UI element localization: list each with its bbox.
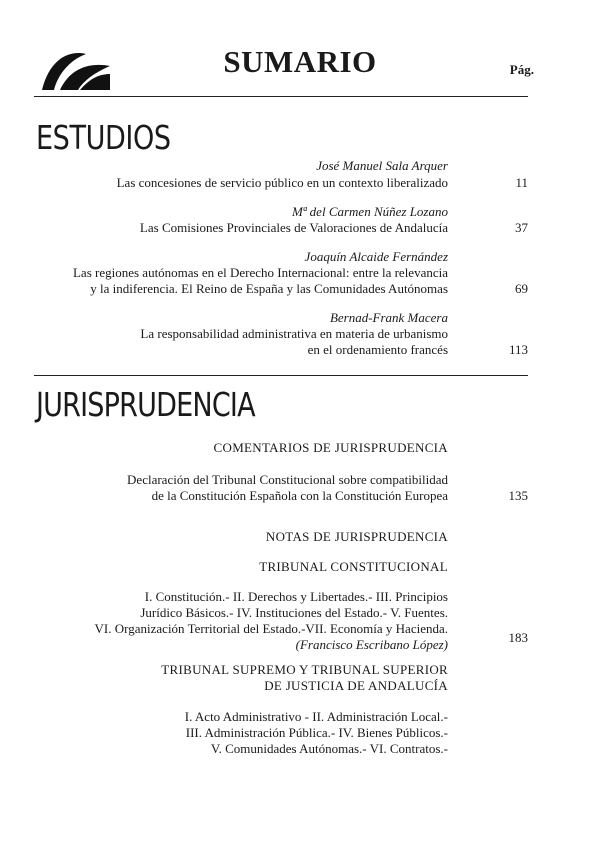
entry-page-number: 135 bbox=[508, 488, 528, 503]
entry-page-number: 11 bbox=[515, 175, 528, 190]
subsection-title: NOTAS DE JURISPRUDENCIA bbox=[265, 529, 448, 544]
entry-title: en el ordenamiento francés bbox=[307, 342, 448, 357]
entry-title: III. Administración Pública.- IV. Bienes Públicos.- bbox=[185, 725, 448, 740]
header-divider bbox=[34, 96, 528, 97]
entry-title: Las regiones autónomas en el Derecho Internacional: entre la relevancia bbox=[72, 265, 448, 280]
entry-title: de la Constitución Española con la Constitución Europea bbox=[151, 488, 448, 503]
page-title: SUMARIO bbox=[223, 44, 377, 79]
entry-title: Jurídico Básicos.- IV. Instituciones del Estado.- V. Fuentes. bbox=[140, 605, 448, 620]
entry-title: V. Comunidades Autónomas.- VI. Contratos.- bbox=[210, 741, 448, 756]
entry-author: José Manuel Sala Arquer bbox=[316, 158, 448, 173]
entry-title: I. Constitución.- II. Derechos y Libertades.- III. Principios bbox=[144, 589, 448, 604]
entry-author: Bernad-Frank Macera bbox=[329, 310, 448, 325]
subsection-title: TRIBUNAL SUPREMO Y TRIBUNAL SUPERIOR bbox=[161, 662, 448, 677]
entry-title: La responsabilidad administrativa en materia de urbanismo bbox=[140, 326, 448, 341]
entry-page-number: 37 bbox=[515, 220, 528, 235]
entry-page-number: 69 bbox=[515, 281, 528, 296]
entry-title: VI. Organización Territorial del Estado.-VII. Economía y Hacienda. bbox=[94, 621, 448, 636]
section-divider bbox=[34, 375, 528, 376]
section-heading-estudios: ESTUDIOS bbox=[36, 118, 171, 157]
entry-title: I. Acto Administrativo - II. Administración Local.- bbox=[184, 709, 448, 724]
subsection-title: TRIBUNAL CONSTITUCIONAL bbox=[259, 559, 448, 574]
entry-page-number: 183 bbox=[508, 630, 528, 645]
section-heading-jurisprudencia: JURISPRUDENCIA bbox=[36, 385, 255, 424]
entry-page-number: 113 bbox=[508, 342, 528, 357]
page-column-label: Pág. bbox=[509, 62, 534, 77]
subsection-title: COMENTARIOS DE JURISPRUDENCIA bbox=[213, 440, 448, 455]
entry-title: Las concesiones de servicio público en un contexto liberalizado bbox=[116, 175, 448, 190]
subsection-title: DE JUSTICIA DE ANDALUCÍA bbox=[264, 678, 448, 693]
entry-author: Mª del Carmen Núñez Lozano bbox=[292, 204, 448, 219]
entry-author: Joaquín Alcaide Fernández bbox=[304, 249, 448, 264]
entry-title: Las Comisiones Provinciales de Valoraciones de Andalucía bbox=[139, 220, 448, 235]
entry-title: y la indiferencia. El Reino de España y las Comunidades Autónomas bbox=[90, 281, 448, 296]
entry-author: (Francisco Escribano López) bbox=[295, 637, 448, 652]
entry-title: Declaración del Tribunal Constitucional sobre compatibilidad bbox=[127, 472, 448, 487]
